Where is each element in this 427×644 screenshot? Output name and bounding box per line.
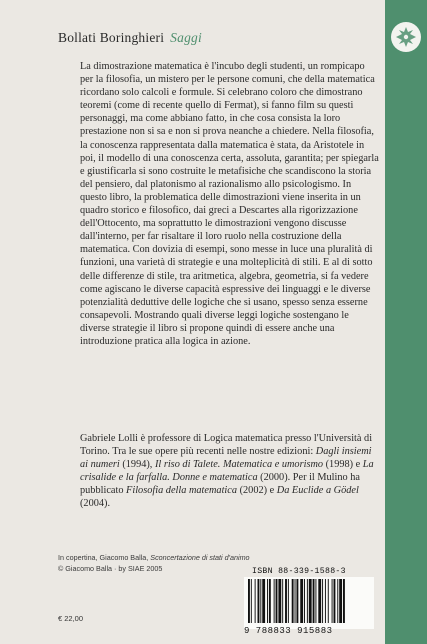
- book-year: (1994),: [119, 459, 155, 471]
- book-title: Da Euclide a Gödel: [276, 485, 359, 497]
- barcode-bar: [296, 579, 298, 623]
- barcode-bar: [295, 579, 296, 623]
- barcode-bar: [276, 579, 278, 623]
- barcode-bar: [292, 579, 294, 623]
- barcode-bar: [269, 579, 271, 623]
- book-title: Filosofia della matematica: [126, 485, 238, 497]
- barcode-bar: [337, 579, 338, 623]
- book-title: Il riso di Talete. Matematica e umorismo: [154, 459, 324, 471]
- book-year: (2004).: [80, 498, 111, 510]
- barcode-bar: [285, 579, 287, 623]
- barcode-bar: [288, 579, 289, 623]
- barcode-bar: [343, 579, 345, 623]
- green-spine-band: [385, 0, 427, 644]
- barcode-bar: [258, 579, 260, 623]
- barcode-bar: [251, 579, 252, 623]
- barcode-bar: [248, 579, 250, 623]
- cover-artwork-title: Sconcertazione di stati d'animo: [150, 553, 250, 562]
- copyright-line: © Giacomo Balla · by SIAE 2005: [58, 564, 163, 573]
- barcode: [244, 577, 374, 629]
- barcode-bar: [334, 579, 336, 623]
- book-year: (2002) e: [237, 485, 277, 497]
- barcode-bars: [244, 577, 374, 625]
- barcode-bar: [315, 579, 316, 623]
- barcode-bar: [332, 579, 333, 623]
- barcode-bar: [255, 579, 256, 623]
- blurb-text: La dimostrazione matematica è l'incubo degli studenti, un rompicapo per la filosofia, un mistero per le persone comuni, che della matematica ricordano solo calcoli e formule. Si celebrano coloro che dimostrano teoremi (come di recente quello di Fermat), si fanno film su questi personaggi, ma come abbiano fatto, in che cosa consista la loro prestazione non si sa e non si prova neanche a chiedere. Nella filosofia, la conoscenza rappresentata dalla matematica è stata, da Aristotele in poi, il modello di una conoscenza certa, assoluta, garantita; per spiegarla e giustificarla si sono costruite le metafisiche che scandiscono la storia del pensiero, dal platonismo al razionalismo allo psicologismo. In questo libro, la problematica delle dimostrazioni viene inserita in un quadro storico e filosofico, dai greci a Descartes alla rigorizzazione dell'Ottocento, ma soprattutto le dimostrazioni vengono discusse dall'interno, per far risaltare il loro ruolo nella costruzione della matematica. Con dovizia di esempi, sono messe in luce una pluralità di funzioni, una varietà di strategie e una molteplicità di stili. E al di sotto delle differenze di stile, tra aritmetica, algebra, geometria, si fa vedere come agiscano le diverse capacità espressive dei linguaggi e le diverse potenzialità deduttive delle logiche che si usano, spesso senza esserne consapevoli. Mostrando quali diverse leggi logiche sostengano le diverse strategie il libro si propone quindi di essere anche una introduzione pratica alla logica in azione.: [80, 61, 379, 347]
- barcode-bar: [300, 579, 303, 623]
- barcode-bar: [278, 579, 281, 623]
- barcode-bar: [260, 579, 261, 623]
- barcode-bar: [304, 579, 305, 623]
- series-name: Saggi: [170, 30, 202, 45]
- barcode-bar: [267, 579, 268, 623]
- barcode-bar: [282, 579, 283, 623]
- book-title: Dagli insiemi ai numeri: [80, 446, 372, 471]
- book-year: (1998) e: [323, 459, 363, 471]
- barcode-bar: [309, 579, 312, 623]
- publisher-name: Bollati Boringhieri: [58, 30, 165, 45]
- barcode-digits: 9 788833 915883: [244, 626, 333, 636]
- cover-credit-prefix: In copertina, Giacomo Balla,: [58, 553, 151, 562]
- cover-credits: [58, 552, 250, 574]
- barcode-bar: [262, 579, 265, 623]
- publisher-logo-icon: [391, 22, 421, 52]
- barcode-bar: [313, 579, 315, 623]
- author-bio-paragraph: [80, 432, 380, 511]
- book-year: (2000). Per il Mulino ha pubblicato: [80, 472, 360, 497]
- barcode-bar: [325, 579, 326, 623]
- barcode-bar: [322, 579, 323, 623]
- header: [58, 30, 202, 46]
- barcode-bar: [274, 579, 275, 623]
- author-bio-text: [80, 432, 380, 511]
- book-title: La crisalide e la farfalla. Donne e matematica: [80, 459, 374, 484]
- barcode-bar: [339, 579, 342, 623]
- price: € 22,00: [58, 614, 84, 623]
- cover-credit-line: [58, 552, 250, 563]
- barcode-bar: [318, 579, 321, 623]
- barcode-bar: [307, 579, 308, 623]
- author-intro: Gabriele Lolli è professore di Logica matematica presso l'Università di Torino. Tra le sue opere più recenti nelle nostre edizioni:: [80, 433, 373, 458]
- blurb-paragraph: [80, 60, 380, 348]
- barcode-bar: [328, 579, 329, 623]
- isbn-label: ISBN 88-339-1588-3: [252, 567, 346, 576]
